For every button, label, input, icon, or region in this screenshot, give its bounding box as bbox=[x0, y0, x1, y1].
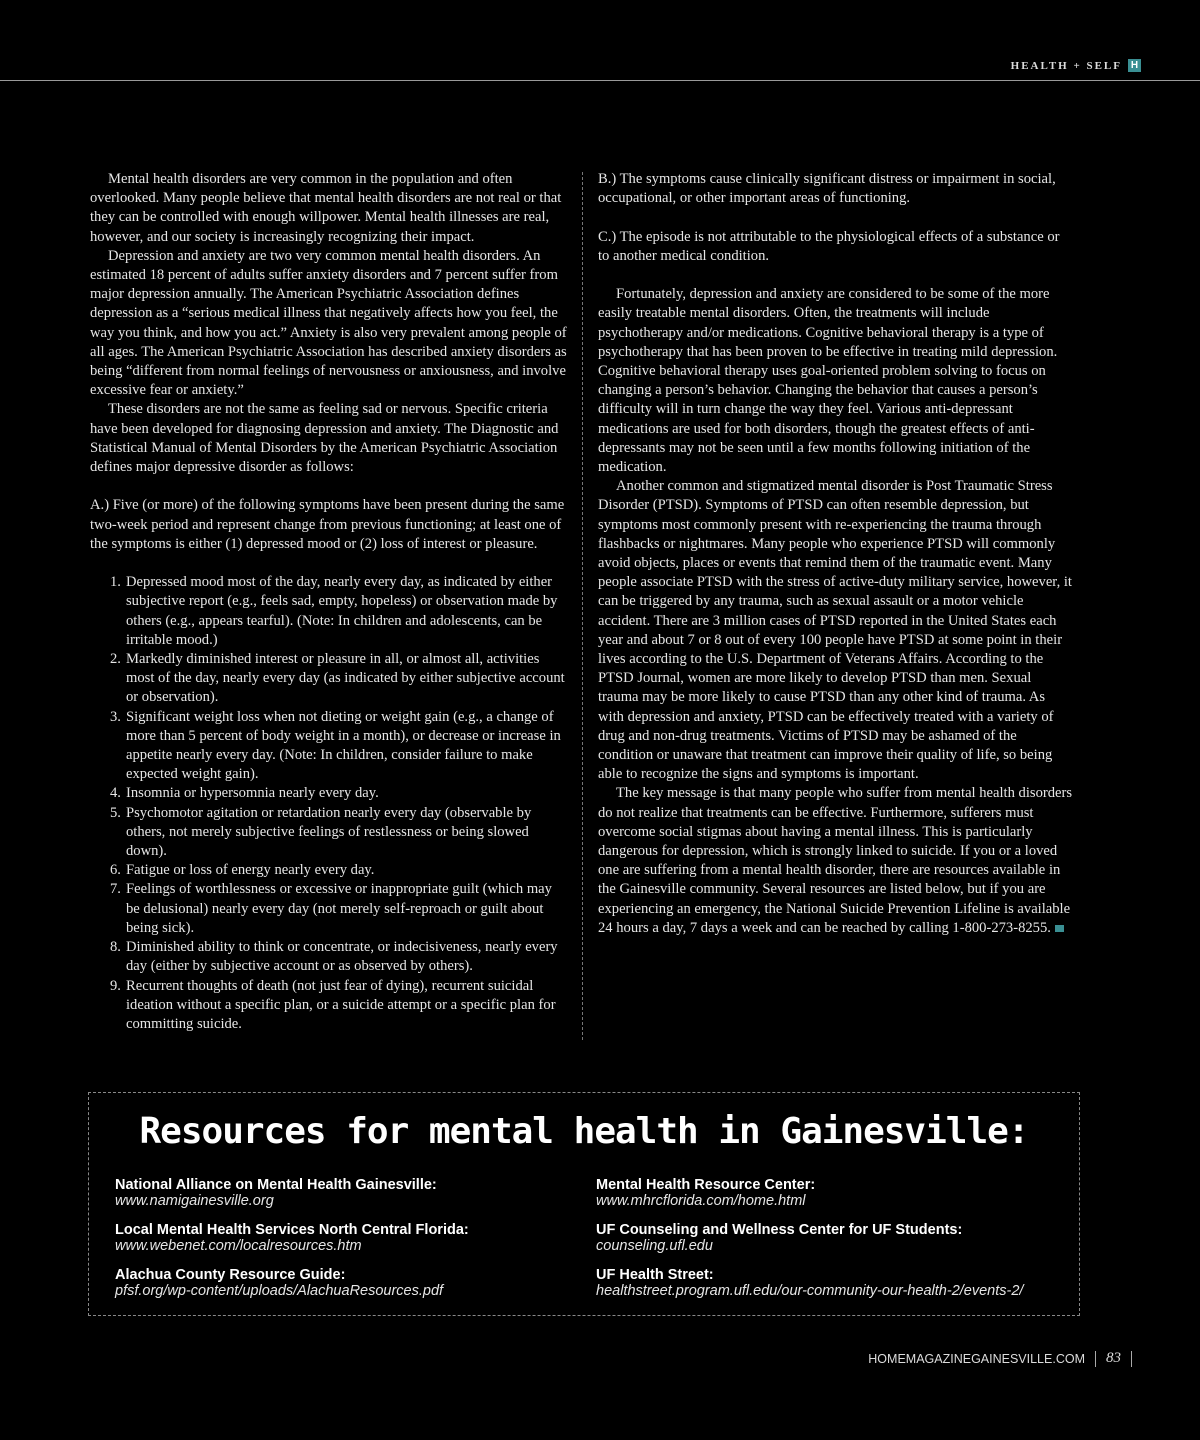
left-column bbox=[90, 170, 568, 1034]
symptom-list bbox=[110, 573, 568, 1034]
criteria-c: C.) The episode is not attributable to the physiological effects of a substance or to another medical condition. bbox=[598, 228, 1060, 264]
resource-name: UF Health Street: bbox=[596, 1267, 714, 1283]
list-item: 3. Significant weight loss when not dieting or weight gain (e.g., a change of more than 5 percent of body weight in a month), or decrease or increase in appetite nearly every day. (Note: In children, consider failure to make expected weight gain). bbox=[110, 708, 561, 783]
paragraph: These disorders are not the same as feeling sad or nervous. Specific criteria have been developed for diagnosing depression and anxiety. The Diagnostic and Statistical Manual of Mental Disorders by the American Psychiatric Association defines major depressive disorder as follows: bbox=[90, 401, 559, 476]
column-divider bbox=[582, 172, 583, 1040]
resource-item bbox=[115, 1222, 596, 1255]
page-number: 83 bbox=[1106, 1350, 1121, 1366]
list-item: 7. Feelings of worthlessness or excessive or inappropriate guilt (which may be delusional) nearly every day (not merely self-reproach or guilt about being sick). bbox=[110, 881, 552, 936]
list-item: 6. Fatigue or loss of energy nearly every day. bbox=[110, 862, 375, 879]
list-item: 2. Markedly diminished interest or pleasure in all, or almost all, activities most of the day, nearly every day (as indicated by either subjective account or observation). bbox=[110, 651, 565, 706]
criteria-a: A.) Five (or more) of the following symptoms have been present during the same two-week period and represent change from previous functioning; at least one of the symptoms is either (1) depressed mood or (2) loss of interest or pleasure. bbox=[90, 497, 565, 552]
criteria-b: B.) The symptoms cause clinically significant distress or impairment in social, occupational, or other important areas of functioning. bbox=[598, 171, 1056, 207]
paragraph: Depression and anxiety are two very common mental health disorders. An estimated 18 percent of adults suffer anxiety disorders and 7 percent suffer from major depression annually. The American Psychiatric Association defines depression as a “serious medical illness that negatively affects how you feel, the way you think, and how you act.” Anxiety is also very prevalent among people of all ages. The American Psychiatric Association has described anxiety disorders as being “different from normal feelings of nervousness or anxiousness, and involve excessive fear or anxiety.” bbox=[90, 247, 567, 399]
resource-item bbox=[596, 1177, 1066, 1210]
resource-name: Local Mental Health Services North Central Florida: bbox=[115, 1222, 469, 1238]
resource-link[interactable]: www.mhrcflorida.com/home.html bbox=[596, 1193, 806, 1209]
resource-link[interactable]: counseling.ufl.edu bbox=[596, 1238, 713, 1254]
list-item: 9. Recurrent thoughts of death (not just fear of dying), recurrent suicidal ideation without a specific plan, or a suicide attempt or a specific plan for committing suicide. bbox=[110, 977, 556, 1032]
resource-name: National Alliance on Mental Health Gainesville: bbox=[115, 1177, 437, 1193]
paragraph: Mental health disorders are very common in the population and often overlooked. Many people believe that mental health disorders are not real or that they can be controlled with enough willpower. Mental health illnesses are real, however, and our society is increasingly recognizing their impact. bbox=[90, 171, 562, 245]
right-column bbox=[598, 170, 1073, 938]
footer-divider bbox=[1131, 1351, 1132, 1367]
list-item: 8. Diminished ability to think or concentrate, or indecisiveness, nearly every day (either by subjective account or as observed by others). bbox=[110, 939, 558, 975]
end-mark-icon bbox=[1055, 925, 1064, 932]
section-label: HEALTH + SELF bbox=[1010, 59, 1122, 72]
resource-item bbox=[596, 1222, 1066, 1255]
list-item: 4. Insomnia or hypersomnia nearly every day. bbox=[110, 785, 379, 802]
resource-item bbox=[115, 1267, 596, 1300]
paragraph: Fortunately, depression and anxiety are considered to be some of the more easily treatable mental disorders. Often, the treatments will include psychotherapy and/or medications. Cognitive behavioral therapy is a type of psychotherapy that has been proven to be effective in treating mild depression. Cognitive behavioral therapy uses goal-oriented problem solving to focus on changing a person’s behavior. Changing the behavior that causes a person’s difficulty will in turn change the way they feel. Various anti-depressant medications are used for both disorders, though the greatest effects of anti-depressants may not be seen until a few months following initiation of the medication. bbox=[598, 286, 1058, 476]
resource-link[interactable]: pfsf.org/wp-content/uploads/AlachuaResources.pdf bbox=[115, 1283, 444, 1299]
list-item: 1. Depressed mood most of the day, nearly every day, as indicated by either subjective report (e.g., feels sad, empty, hopeless) or observation made by others (e.g., appears tearful). (Note: In children and adolescents, can be irritable mood.) bbox=[110, 574, 558, 648]
resource-link[interactable]: healthstreet.program.ufl.edu/our-community-our-health-2/events-2/ bbox=[596, 1283, 1024, 1299]
resource-name: Alachua County Resource Guide: bbox=[115, 1267, 346, 1283]
header-rule bbox=[0, 80, 1200, 81]
paragraph: The key message is that many people who suffer from mental health disorders do not realize that treatments can be effective. Furthermore, sufferers must overcome social stigmas about having a mental illness. This is particularly dangerous for depression, which is strongly linked to suicide. If you or a loved one are suffering from a mental health disorder, there are resources available in the Gainesville community. Several resources are listed below, but if you are experiencing an emergency, the National Suicide Prevention Lifeline is available 24 hours a day, 7 days a week and can be reached by calling 1-800-273-8255. bbox=[598, 785, 1073, 936]
section-header bbox=[1011, 59, 1141, 72]
page-footer bbox=[868, 1350, 1142, 1367]
resources-title: Resources for mental health in Gainesville: bbox=[139, 1111, 1029, 1152]
resources-list bbox=[115, 1177, 1075, 1300]
resources-box bbox=[88, 1092, 1080, 1316]
resource-item bbox=[115, 1177, 596, 1210]
site-url[interactable]: HOMEMAGAZINEGAINESVILLE.COM bbox=[868, 1351, 1085, 1366]
resource-link[interactable]: www.namigainesville.org bbox=[115, 1193, 274, 1209]
resource-link[interactable]: www.webenet.com/localresources.htm bbox=[115, 1238, 362, 1254]
section-badge-icon: H bbox=[1128, 59, 1141, 72]
footer-divider bbox=[1095, 1351, 1096, 1367]
paragraph: Another common and stigmatized mental disorder is Post Traumatic Stress Disorder (PTSD). Symptoms of PTSD can often resemble depression, but symptoms most commonly present with re-experiencing the trauma through flashbacks or nightmares. Many people who experience PTSD will commonly avoid objects, places or events that remind them of the traumatic event. Many people associate PTSD with the stress of active-duty military service, however, it can be triggered by any trauma, such as sexual assault or a motor vehicle accident. There are 3 million cases of PTSD reported in the United States each year and about 7 or 8 out of every 100 people have PTSD at some point in their lives according to the U.S. Department of Veterans Affairs. According to the PTSD Journal, women are more likely to develop PTSD than men. Sexual trauma may be more likely to cause PTSD than any other kind of trauma. As with depression and anxiety, PTSD can be effectively treated with a variety of drug and non-drug treatments. Victims of PTSD may be ashamed of the condition or unaware that treatment can improve their quality of life, so being able to recognize the signs and symptoms is important. bbox=[598, 478, 1072, 783]
list-item: 5. Psychomotor agitation or retardation nearly every day (observable by others, not merely subjective feelings of restlessness or being slowed down). bbox=[110, 804, 532, 860]
resource-item bbox=[596, 1267, 1066, 1300]
resource-name: Mental Health Resource Center: bbox=[596, 1177, 816, 1193]
resource-name: UF Counseling and Wellness Center for UF Students: bbox=[596, 1222, 963, 1238]
